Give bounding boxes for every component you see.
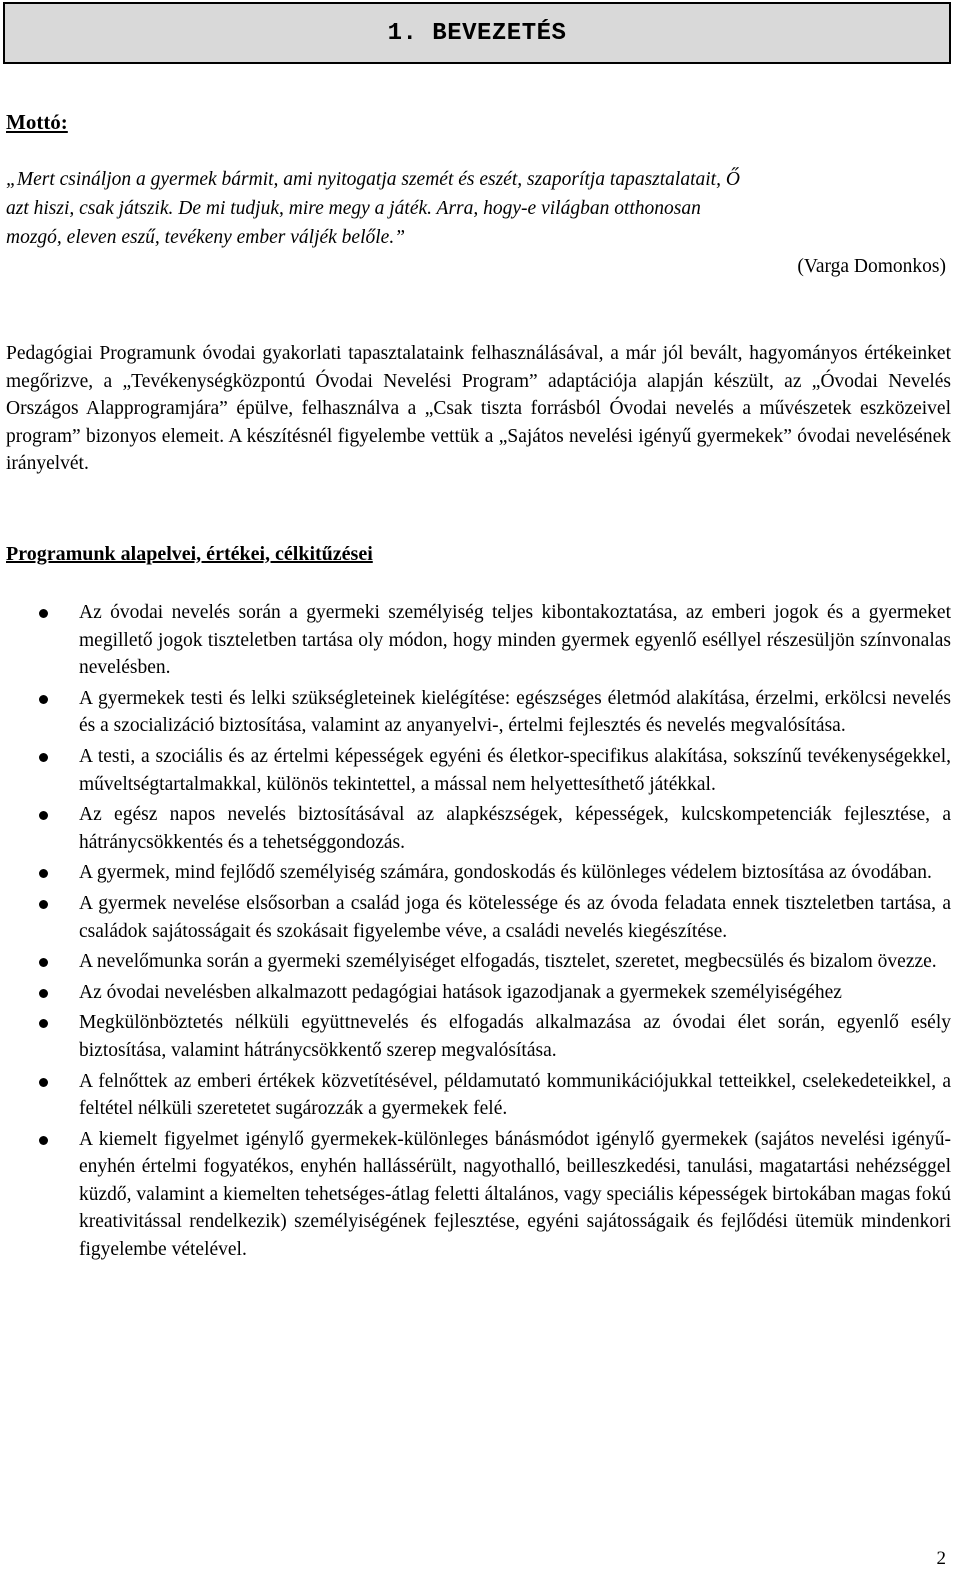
list-item-text: A gyermek nevelése elsősorban a család joga és kötelessége és az óvoda feladata ennek tiszteletben tartása, a családok sajátosságait és szokásait figyelembe véve, a családi nevelés kiegészítése. (79, 892, 951, 942)
list-item-text: A felnőttek az emberi értékek közvetítésével, példamutató kommunikációjukkal tetteikkel, cselekedeteikkel, a feltétel nélküli szeretetet sugározzák a gyermekek felé. (79, 1070, 951, 1120)
list-item (0, 599, 951, 682)
list-item (0, 743, 951, 798)
list-item (0, 685, 951, 740)
list-item-text: Megkülönböztetés nélküli együttnevelés és elfogadás alkalmazása az óvodai élet során, egyenlő esély biztosítása, valamint hátránycsökkentő szerep megvalósítása. (79, 1012, 951, 1061)
bullet-icon (39, 900, 48, 909)
bullet-icon (39, 1019, 48, 1028)
chapter-title: 1. BEVEZETÉS (387, 19, 567, 47)
list-item-text: A testi, a szociális és az értelmi képességek egyéni és életkor-specifikus alakítása, sokszínű tevékenységekkel, műveltségtartalmakkal, különös tekintettel, a mással nem helyettesíthető játékkal. (79, 745, 951, 795)
list-item (0, 1126, 951, 1264)
list-item-text: Az egész napos nevelés biztosításával az alapkészségek, képességek, kulcskompetenciák fejlesztése, a hátránycsökkentés és a tehetséggondozás. (79, 804, 951, 853)
chapter-header (3, 2, 951, 64)
intro-paragraph: Pedagógiai Programunk óvodai gyakorlati tapasztalataink felhasználásával, a már jól bevált, hagyományos értékeinket megőrizve, a „Tevékenységközpontú Óvodai Nevelési Program” adaptációja alapján készült, az „Óvodai Nevelés Országos Alapprogramjára” épülve, felhasználva a „Csak tiszta forrásból Óvodai nevelés a művészetek eszközeivel program” bizonyos elemeit. A készítésnél figyelembe vettük a „Sajátos nevelési igényű gyermekek” óvodai nevelésének irányelvét. (6, 343, 951, 475)
list-item-text: Az óvodai nevelésben alkalmazott pedagógiai hatások igazodjanak a gyermekek személyiségéhez (79, 981, 842, 1003)
list-item-text: A gyermekek testi és lelki szükségleteinek kielégítése: egészséges életmód alakítása, érzelmi, erkölcsi nevelés és a szocializáció biztosítása, valamint az anyanyelvi-, értelmi fejlesztés és nevelés megvalósítása. (79, 687, 951, 737)
list-item (0, 1009, 951, 1064)
bullet-icon (39, 1078, 48, 1087)
list-item-text: A kiemelt figyelmet igénylő gyermekek-különleges bánásmódot igénylő gyermekek (sajátos nevelési igényű-enyhén értelmi fogyatékos, enyhén hallássérült, nagyothalló, beilleszkedési, tanulási, magatartási nehézséggel küzdő, valamint a kiemelten tehetséges-átlag feletti általános, vagy speciális képességek birtokában magas fokú kreativitással rendelkezik) személyiségének fejlesztése, egyéni sajátosságaik és fejlődési ütemük mindenkori figyelembe vételével. (79, 1128, 951, 1261)
motto-label: Mottó: (6, 110, 68, 134)
list-item-text: A nevelőmunka során a gyermeki személyiséget elfogadás, tisztelet, szeretet, megbecsülés és bizalom övezze. (79, 951, 937, 973)
page-number: 2 (936, 1548, 946, 1569)
list-item (0, 801, 951, 856)
quote-line: mozgó, eleven eszű, tevékeny ember váljék belőle.” (6, 227, 406, 248)
motto-quote (6, 165, 951, 252)
principles-list (0, 599, 951, 1267)
quote-author: (Varga Domonkos) (797, 256, 946, 277)
list-item (0, 890, 951, 945)
quote-line: „Mert csináljon a gyermek bármit, ami nyitogatja szemét és eszét, szaporítja tapasztalatait, Ő (6, 169, 740, 190)
list-item (0, 859, 951, 887)
bullet-icon (39, 695, 48, 704)
bullet-icon (39, 811, 48, 820)
bullet-icon (39, 958, 48, 967)
bullet-icon (39, 753, 48, 762)
bullet-icon (39, 1136, 48, 1145)
quote-line: azt hiszi, csak játszik. De mi tudjuk, mire megy a játék. Arra, hogy-e világban otthonosan (6, 198, 701, 219)
bullet-icon (39, 989, 48, 998)
bullet-icon (39, 869, 48, 878)
list-item (0, 948, 951, 976)
bullet-icon (39, 609, 48, 618)
list-item (0, 979, 951, 1007)
list-item (0, 1068, 951, 1123)
list-item-text: A gyermek, mind fejlődő személyiség számára, gondoskodás és különleges védelem biztosítása az óvodában. (79, 862, 932, 884)
list-item-text: Az óvodai nevelés során a gyermeki személyiség teljes kibontakoztatása, az emberi jogok és a gyermeket megillető jogok tiszteletben tartása oly módon, hogy minden gyermek egyenlő eséllyel részesüljön színvonalas nevelésben. (79, 602, 951, 679)
section-heading: Programunk alapelvei, értékei, célkitűzései (6, 543, 373, 565)
